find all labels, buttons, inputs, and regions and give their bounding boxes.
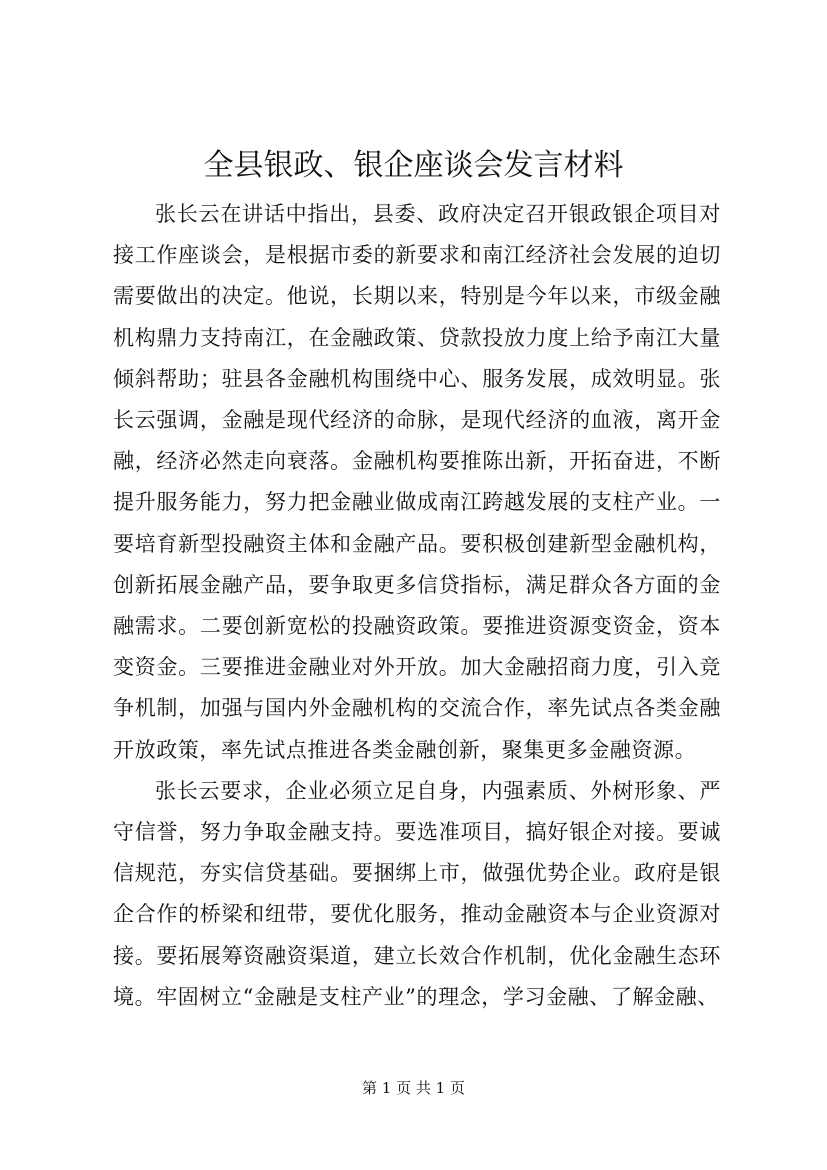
document-title: 全县银政、银企座谈会发言材料 [203,148,624,183]
paragraph-2: 张长云要求，企业必须立足自身，内强素质、外树形象、严守信誉，努力争取金融支持。要选准项目，搞好银企对接。要诚信规范，夯实信贷基础。要捆绑上市，做强优势企业。政府是银企合作的桥梁和纽带，要优化服务，推动金融资本与企业资源对接。要拓展筹资融资渠道，建立长效合作机制，优化金融生态环境。牢固树立“金融是支柱产业”的理念，学习金融、了解金融、 [113,778,721,1009]
document-body [113,194,721,1018]
page-footer: 第 1 页 共 1 页 [362,1079,465,1097]
paragraph-1: 张长云在讲话中指出，县委、政府决定召开银政银企项目对接工作座谈会，是根据市委的新要求和南江经济社会发展的迫切需要做出的决定。他说，长期以来，特别是今年以来，市级金融机构鼎力支持南江，在金融政策、贷款投放力度上给予南江大量倾斜帮助；驻县各金融机构围绕中心、服务发展，成效明显。张长云强调，金融是现代经济的命脉，是现代经济的血液，离开金融，经济必然走向衰落。金融机构要推陈出新，开拓奋进，不断提升服务能力，努力把金融业做成南江跨越发展的支柱产业。一要培育新型投融资主体和金融产品。要积极创建新型金融机构，创新拓展金融产品，要争取更多信贷指标，满足群众各方面的金融需求。二要创新宽松的投融资政策。要推进资源变资金，资本变资金。三要推进金融业对外开放。加大金融招商力度，引入竞争机制，加强与国内外金融机构的交流合作，率先试点各类金融开放政策，率先试点推进各类金融创新，聚集更多金融资源。 [113,202,721,762]
